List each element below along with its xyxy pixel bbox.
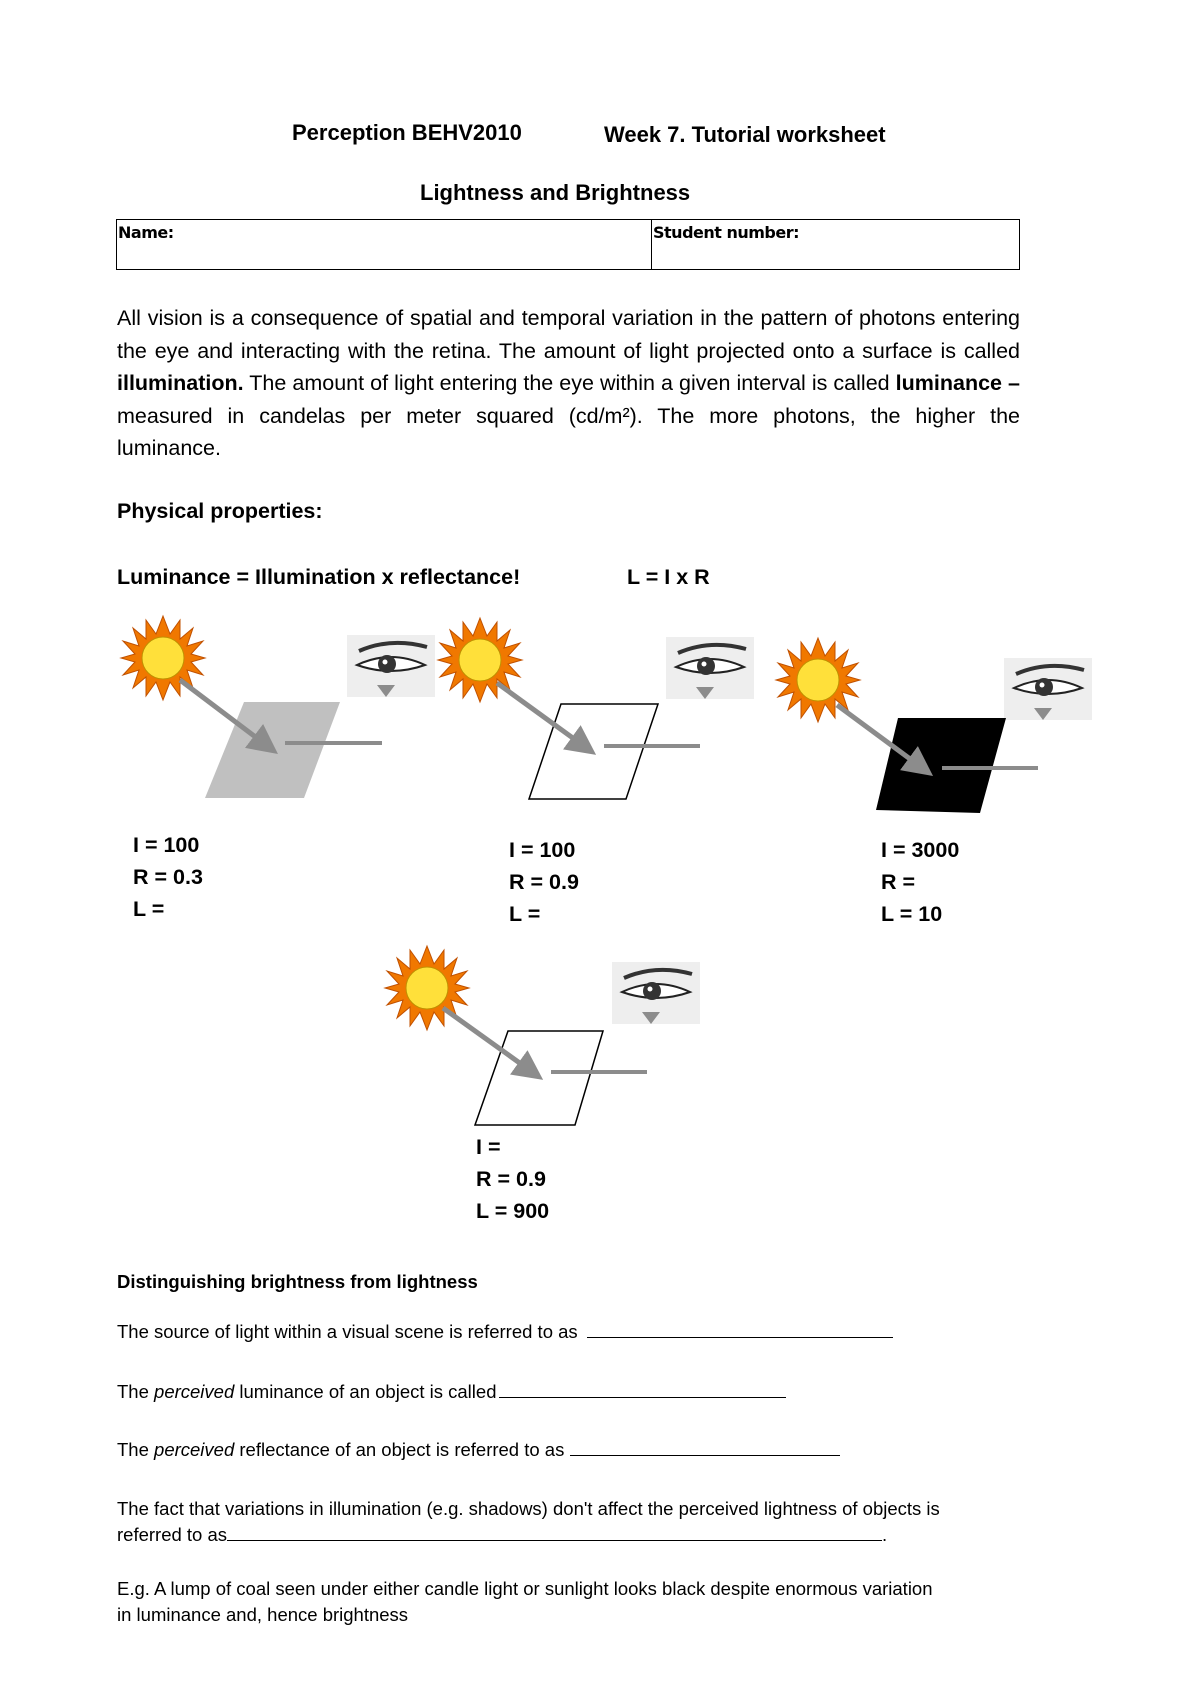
answer-blank-4[interactable] <box>227 1522 882 1541</box>
diagram-1 <box>121 616 435 798</box>
eye-icon <box>1004 658 1092 720</box>
student-number-label: Student number: <box>653 223 800 242</box>
reflectance-value: R = 0.9 <box>509 870 579 894</box>
answer-blank-1[interactable] <box>587 1319 893 1338</box>
incident-light-arrow <box>443 1008 535 1074</box>
question-1-text: The source of light within a visual scene is referred to as <box>117 1321 578 1342</box>
physical-properties-heading: Physical properties: <box>117 499 323 523</box>
name-field[interactable] <box>117 220 652 270</box>
question-3-text: reflectance of an object is referred to as <box>234 1439 565 1460</box>
formula-short: L = I x R <box>627 565 710 589</box>
illumination-value: I = 3000 <box>881 838 960 862</box>
diagram-2-values <box>509 834 579 930</box>
reflectance-value: R = <box>881 870 916 894</box>
question-2-emphasis: perceived <box>154 1381 235 1402</box>
question-2-pre: The <box>117 1381 155 1402</box>
luminance-value: L = 10 <box>881 902 943 926</box>
luminance-value: L = <box>133 897 165 921</box>
week-title: Week 7. Tutorial worksheet <box>604 122 886 147</box>
intro-text-2: The amount of light entering the eye within a given interval is called <box>243 371 896 395</box>
sun-icon <box>121 616 205 700</box>
question-1 <box>117 1319 893 1343</box>
illumination-value: I = 100 <box>133 833 200 857</box>
incident-light-arrow <box>180 680 270 748</box>
sun-icon <box>776 638 860 722</box>
illumination-value: I = <box>476 1135 501 1159</box>
luminance-value: L = 900 <box>476 1199 550 1223</box>
surface-grey <box>205 702 340 798</box>
sun-icon <box>385 946 469 1030</box>
question-4-end: . <box>882 1524 888 1545</box>
surface-white <box>529 704 658 799</box>
incident-light-arrow <box>837 705 925 770</box>
eye-icon <box>347 635 435 697</box>
example-line-2: in luminance and, hence brightness <box>117 1604 409 1625</box>
answer-blank-2[interactable] <box>499 1379 786 1398</box>
question-4 <box>117 1496 940 1548</box>
term-illumination: illumination. <box>117 371 244 395</box>
course-title: Perception BEHV2010 <box>292 120 522 145</box>
surface-white <box>475 1031 603 1125</box>
example-paragraph <box>117 1576 933 1628</box>
surface-black <box>876 718 1006 813</box>
question-2-text: luminance of an object is called <box>234 1381 497 1402</box>
info-table <box>116 219 1020 270</box>
eye-icon <box>666 637 754 699</box>
reflectance-value: R = 0.9 <box>476 1167 546 1191</box>
question-3 <box>117 1437 840 1461</box>
question-3-pre: The <box>117 1439 155 1460</box>
question-4-line-2: referred to as <box>117 1524 228 1545</box>
diagram-4-values <box>476 1131 549 1227</box>
reflectance-value: R = 0.3 <box>133 865 203 889</box>
page-title: Lightness and Brightness <box>420 180 691 205</box>
question-3-emphasis: perceived <box>154 1439 235 1460</box>
diagram-3 <box>776 638 1092 813</box>
answer-blank-3[interactable] <box>570 1437 840 1456</box>
diagram-2 <box>438 618 754 799</box>
intro-text-3: measured in candelas per meter squared (cd/m²). The more photons, the higher the luminance. <box>117 403 1020 460</box>
example-line-1: E.g. A lump of coal seen under either candle light or sunlight looks black despite enormous variation <box>117 1578 933 1599</box>
diagram-4 <box>385 946 700 1125</box>
diagram-3-values <box>881 834 959 930</box>
intro-text-1: All vision is a consequence of spatial and temporal variation in the pattern of photons entering the eye and interacting with the retina. The amount of light projected onto a surface is called <box>117 306 1020 363</box>
question-4-line-1: The fact that variations in illumination (e.g. shadows) don't affect the perceived lightness of objects is <box>117 1498 940 1519</box>
incident-light-arrow <box>497 683 588 749</box>
illumination-value: I = 100 <box>509 838 576 862</box>
question-2 <box>117 1379 786 1403</box>
name-label: Name: <box>118 223 174 242</box>
distinguish-heading: Distinguishing brightness from lightness <box>117 1271 478 1292</box>
diagram-1-values <box>133 829 203 925</box>
student-number-field[interactable] <box>652 220 1020 270</box>
luminance-value: L = <box>509 902 541 926</box>
eye-icon <box>612 962 700 1024</box>
formula-text: Luminance = Illumination x reflectance! <box>117 565 521 589</box>
intro-paragraph <box>117 302 1020 465</box>
term-luminance: luminance – <box>895 371 1020 395</box>
sun-icon <box>438 618 522 702</box>
